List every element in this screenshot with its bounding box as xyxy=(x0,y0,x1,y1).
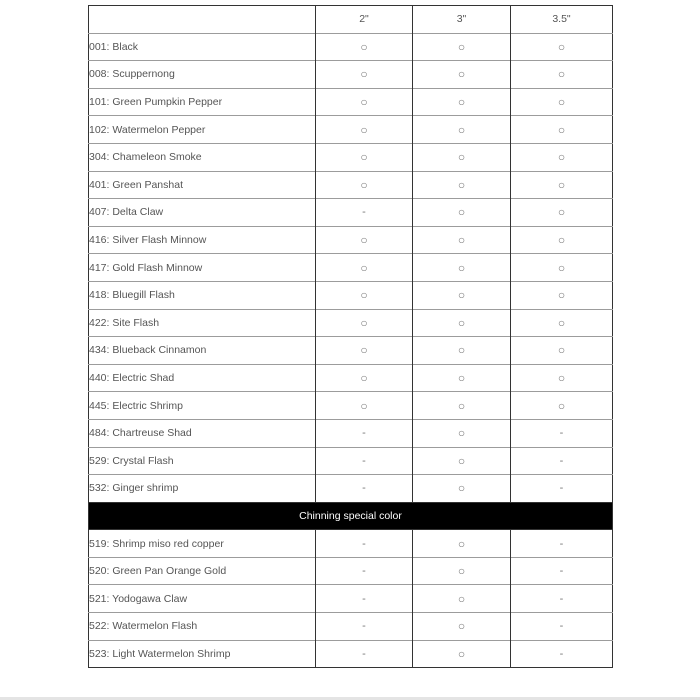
table-row xyxy=(89,530,613,558)
table-header xyxy=(89,6,613,34)
color-name-cell: 304: Chameleon Smoke xyxy=(89,143,316,171)
color-name-cell: 102: Watermelon Pepper xyxy=(89,116,316,144)
table-row xyxy=(89,337,613,365)
color-name-cell: 101: Green Pumpkin Pepper xyxy=(89,88,316,116)
available-mark: ○ xyxy=(413,61,511,89)
available-mark: ○ xyxy=(511,171,613,199)
available-mark: ○ xyxy=(413,640,511,668)
available-mark: ○ xyxy=(316,61,413,89)
table-row xyxy=(89,557,613,585)
table-row xyxy=(89,309,613,337)
available-mark: ○ xyxy=(413,475,511,503)
available-mark: ○ xyxy=(413,226,511,254)
available-mark: ○ xyxy=(413,585,511,613)
available-mark: ○ xyxy=(316,33,413,61)
color-name-cell: 532: Ginger shrimp xyxy=(89,475,316,503)
available-mark: ○ xyxy=(413,613,511,641)
available-mark: ○ xyxy=(413,199,511,227)
available-mark: ○ xyxy=(413,364,511,392)
table-row xyxy=(89,585,613,613)
available-mark: ○ xyxy=(316,171,413,199)
unavailable-mark: - xyxy=(511,557,613,585)
available-mark: ○ xyxy=(511,33,613,61)
available-mark: ○ xyxy=(413,392,511,420)
color-name-cell: 416: Silver Flash Minnow xyxy=(89,226,316,254)
unavailable-mark: - xyxy=(316,585,413,613)
available-mark: ○ xyxy=(413,419,511,447)
available-mark: ○ xyxy=(511,61,613,89)
unavailable-mark: - xyxy=(511,447,613,475)
header-color-column xyxy=(89,6,316,34)
available-mark: ○ xyxy=(413,530,511,558)
available-mark: ○ xyxy=(413,309,511,337)
table-row xyxy=(89,88,613,116)
color-name-cell: 521: Yodogawa Claw xyxy=(89,585,316,613)
available-mark: ○ xyxy=(511,88,613,116)
available-mark: ○ xyxy=(413,557,511,585)
available-mark: ○ xyxy=(316,364,413,392)
unavailable-mark: - xyxy=(316,447,413,475)
table-row xyxy=(89,475,613,503)
available-mark: ○ xyxy=(316,143,413,171)
color-name-cell: 519: Shrimp miso red copper xyxy=(89,530,316,558)
availability-table-body xyxy=(89,33,613,668)
available-mark: ○ xyxy=(413,143,511,171)
unavailable-mark: - xyxy=(316,199,413,227)
available-mark: ○ xyxy=(511,226,613,254)
unavailable-mark: - xyxy=(511,613,613,641)
color-name-cell: 401: Green Panshat xyxy=(89,171,316,199)
table-row xyxy=(89,364,613,392)
section-banner: Chinning special color xyxy=(89,502,613,530)
available-mark: ○ xyxy=(413,447,511,475)
color-name-cell: 522: Watermelon Flash xyxy=(89,613,316,641)
unavailable-mark: - xyxy=(316,640,413,668)
available-mark: ○ xyxy=(511,116,613,144)
table-row xyxy=(89,61,613,89)
available-mark: ○ xyxy=(413,88,511,116)
available-mark: ○ xyxy=(511,392,613,420)
available-mark: ○ xyxy=(511,364,613,392)
available-mark: ○ xyxy=(316,309,413,337)
table-row xyxy=(89,116,613,144)
color-name-cell: 422: Site Flash xyxy=(89,309,316,337)
header-size-2in: 2" xyxy=(316,6,413,34)
table-row xyxy=(89,613,613,641)
table-row xyxy=(89,281,613,309)
color-name-cell: 523: Light Watermelon Shrimp xyxy=(89,640,316,668)
available-mark: ○ xyxy=(413,116,511,144)
unavailable-mark: - xyxy=(511,419,613,447)
header-row xyxy=(89,6,613,34)
table-row xyxy=(89,171,613,199)
available-mark: ○ xyxy=(316,226,413,254)
available-mark: ○ xyxy=(413,33,511,61)
color-name-cell: 434: Blueback Cinnamon xyxy=(89,337,316,365)
table-row xyxy=(89,199,613,227)
available-mark: ○ xyxy=(316,392,413,420)
available-mark: ○ xyxy=(511,199,613,227)
color-name-cell: 418: Bluegill Flash xyxy=(89,281,316,309)
unavailable-mark: - xyxy=(316,557,413,585)
header-size-3-5in: 3.5" xyxy=(511,6,613,34)
unavailable-mark: - xyxy=(511,475,613,503)
available-mark: ○ xyxy=(511,281,613,309)
table-row xyxy=(89,392,613,420)
table-row xyxy=(89,33,613,61)
table-row xyxy=(89,640,613,668)
available-mark: ○ xyxy=(413,171,511,199)
available-mark: ○ xyxy=(511,254,613,282)
unavailable-mark: - xyxy=(316,475,413,503)
color-name-cell: 520: Green Pan Orange Gold xyxy=(89,557,316,585)
available-mark: ○ xyxy=(316,116,413,144)
available-mark: ○ xyxy=(316,254,413,282)
unavailable-mark: - xyxy=(316,419,413,447)
color-name-cell: 407: Delta Claw xyxy=(89,199,316,227)
section-row xyxy=(89,502,613,530)
color-name-cell: 008: Scuppernong xyxy=(89,61,316,89)
color-name-cell: 484: Chartreuse Shad xyxy=(89,419,316,447)
available-mark: ○ xyxy=(316,337,413,365)
color-name-cell: 445: Electric Shrimp xyxy=(89,392,316,420)
unavailable-mark: - xyxy=(511,585,613,613)
available-mark: ○ xyxy=(511,143,613,171)
unavailable-mark: - xyxy=(316,613,413,641)
unavailable-mark: - xyxy=(316,530,413,558)
header-size-3in: 3" xyxy=(413,6,511,34)
available-mark: ○ xyxy=(413,281,511,309)
available-mark: ○ xyxy=(316,88,413,116)
available-mark: ○ xyxy=(316,281,413,309)
available-mark: ○ xyxy=(413,337,511,365)
unavailable-mark: - xyxy=(511,530,613,558)
available-mark: ○ xyxy=(511,309,613,337)
table-row xyxy=(89,143,613,171)
unavailable-mark: - xyxy=(511,640,613,668)
available-mark: ○ xyxy=(511,337,613,365)
table-row xyxy=(89,419,613,447)
color-name-cell: 440: Electric Shad xyxy=(89,364,316,392)
size-availability-table xyxy=(88,5,613,668)
color-name-cell: 417: Gold Flash Minnow xyxy=(89,254,316,282)
table-row xyxy=(89,254,613,282)
table-row xyxy=(89,226,613,254)
color-name-cell: 001: Black xyxy=(89,33,316,61)
color-name-cell: 529: Crystal Flash xyxy=(89,447,316,475)
available-mark: ○ xyxy=(413,254,511,282)
table-row xyxy=(89,447,613,475)
